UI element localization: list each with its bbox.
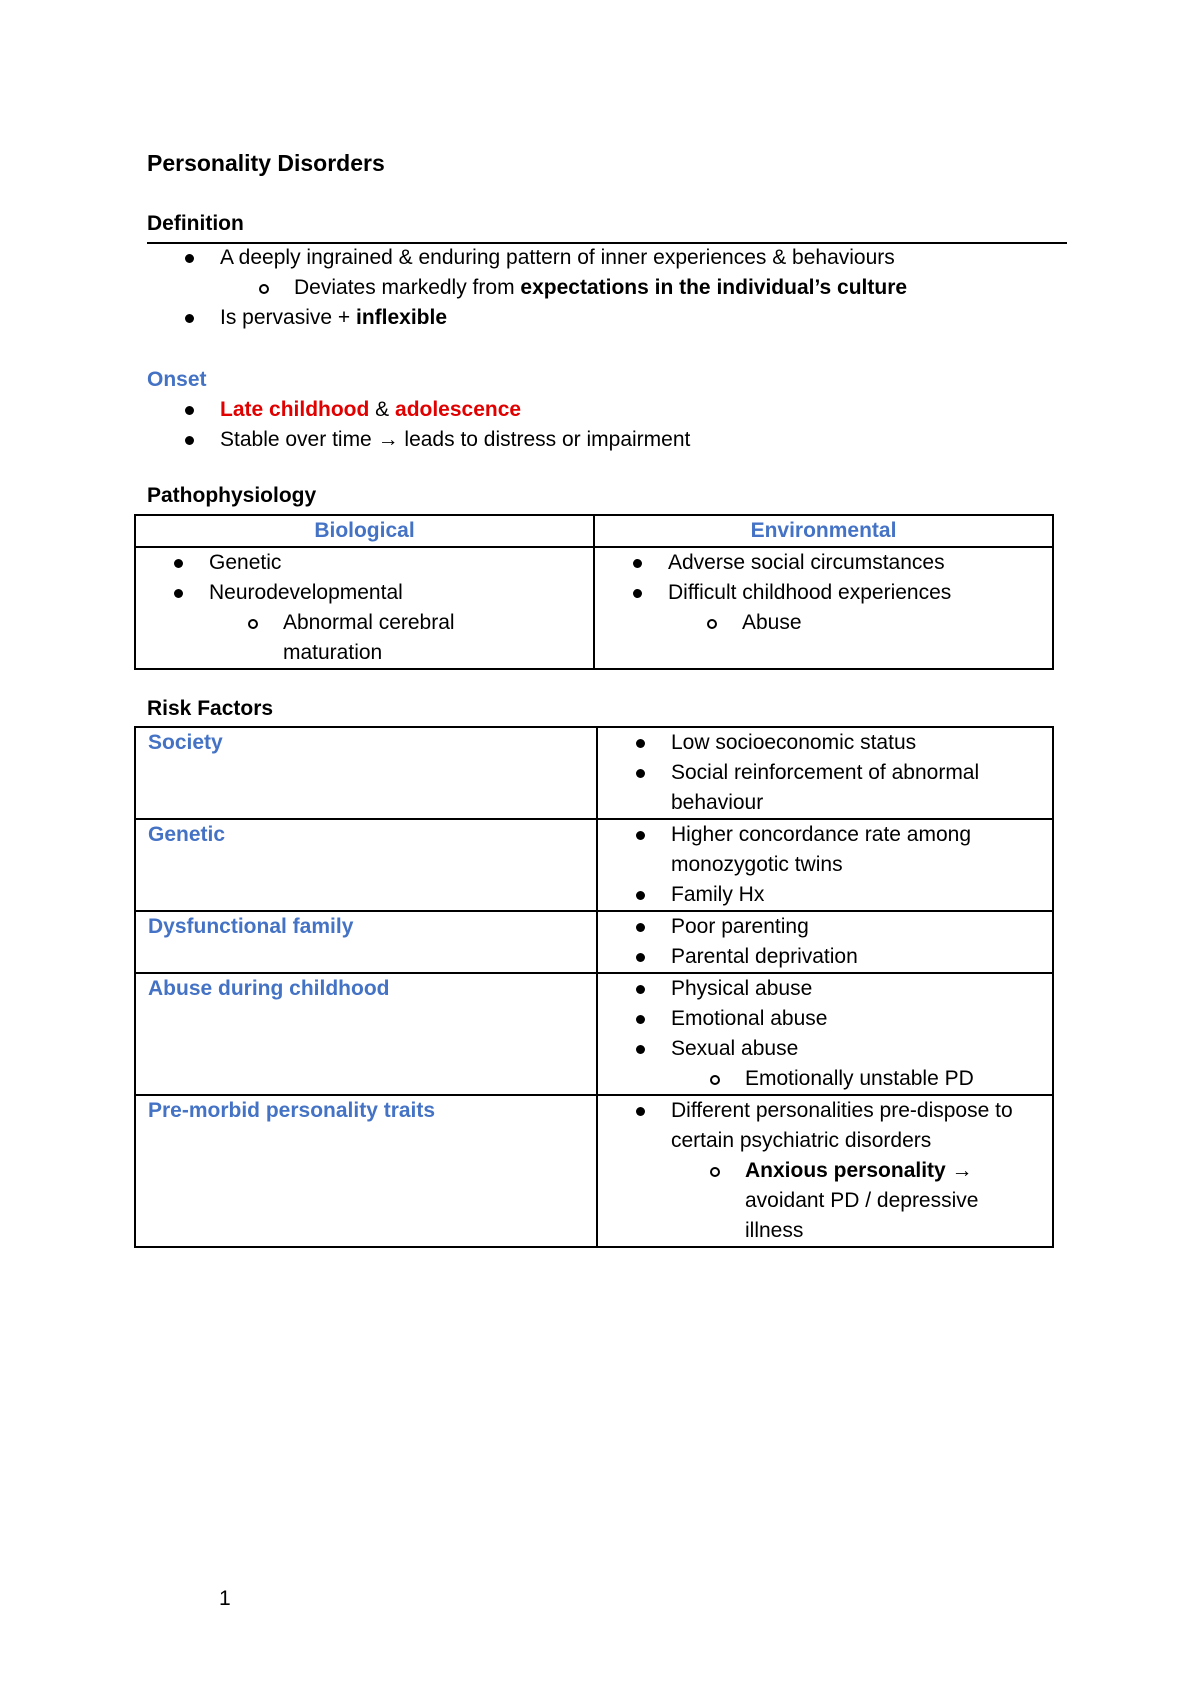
highlight-text: Late childhood (220, 398, 370, 421)
risk-detail-list (598, 912, 1052, 972)
table-row (135, 1095, 1053, 1247)
list-item (147, 395, 1067, 425)
risk-label-society: Society (135, 727, 597, 819)
list-item (147, 425, 1067, 455)
page-title: Personality Disorders (147, 150, 385, 176)
list-item: Emotionally unstable PD (598, 1064, 1052, 1094)
list-item: Social reinforcement of abnormal behaviour (598, 758, 1052, 818)
list-item (147, 273, 1067, 303)
biological-cell (135, 547, 594, 669)
list-item-text: Stable over time (220, 428, 378, 451)
list-item: Adverse social circumstances (595, 548, 1052, 578)
table-row (135, 727, 1053, 819)
table-header-biological: Biological (135, 515, 594, 547)
risk-factors-table (134, 726, 1054, 1248)
risk-detail-list (598, 820, 1052, 910)
pathophysiology-table (134, 514, 1054, 670)
onset-list (147, 395, 1067, 455)
list-item-text: leads to distress or impairment (398, 428, 691, 451)
emphasis-text: Anxious personality → (745, 1159, 973, 1182)
list-item: Abnormal cerebral maturation (136, 608, 593, 668)
emphasis-text: expectations in the individual’s culture (520, 276, 908, 299)
list-item-text: A deeply ingrained & enduring pattern of inner experiences & behaviours (220, 246, 895, 269)
risk-detail-cell (597, 973, 1053, 1095)
risk-label-genetic: Genetic (135, 819, 597, 911)
biological-list (136, 548, 593, 668)
emphasis-text: inflexible (355, 306, 448, 329)
risk-label-dysfunctional-family: Dysfunctional family (135, 911, 597, 973)
table-row (135, 973, 1053, 1095)
list-item: Low socioeconomic status (598, 728, 1052, 758)
risk-label-premorbid-traits: Pre-morbid personality traits (135, 1095, 597, 1247)
pathophysiology-heading: Pathophysiology (147, 484, 317, 507)
list-item: Genetic (136, 548, 593, 578)
list-item-text: avoidant PD / depressive illness (745, 1189, 979, 1242)
page-number: 1 (219, 1587, 231, 1610)
list-item: Abuse (595, 608, 1052, 638)
list-item: Different personalities pre-dispose to certain psychiatric disorders (598, 1096, 1052, 1156)
list-item: Sexual abuse (598, 1034, 1052, 1064)
environmental-list (595, 548, 1052, 638)
table-row (135, 819, 1053, 911)
risk-detail-cell (597, 911, 1053, 973)
list-item: Poor parenting (598, 912, 1052, 942)
list-item: Higher concordance rate among monozygotic twins (598, 820, 1052, 880)
risk-detail-list (598, 728, 1052, 818)
list-item-text: & (369, 398, 396, 421)
risk-detail-cell (597, 727, 1053, 819)
risk-detail-cell (597, 1095, 1053, 1247)
highlight-text: adolescence (395, 398, 522, 421)
list-item: Emotional abuse (598, 1004, 1052, 1034)
arrow-icon: → (377, 428, 399, 451)
onset-heading: Onset (147, 368, 207, 391)
list-item: Parental deprivation (598, 942, 1052, 972)
environmental-cell (594, 547, 1053, 669)
table-header-environmental: Environmental (594, 515, 1053, 547)
table-row (135, 547, 1053, 669)
list-item: Physical abuse (598, 974, 1052, 1004)
list-item-text: Is pervasive + (220, 306, 356, 329)
risk-factors-heading: Risk Factors (147, 697, 274, 720)
definition-list (147, 243, 1067, 333)
list-item-text: Deviates markedly from (294, 276, 521, 299)
table-row (135, 911, 1053, 973)
definition-heading: Definition (147, 212, 244, 235)
risk-detail-cell (597, 819, 1053, 911)
risk-detail-list (598, 1096, 1052, 1246)
list-item (598, 1156, 1052, 1246)
list-item: Neurodevelopmental (136, 578, 593, 608)
list-item: Family Hx (598, 880, 1052, 910)
list-item (147, 243, 1067, 273)
list-item: Difficult childhood experiences (595, 578, 1052, 608)
list-item (147, 303, 1067, 333)
risk-label-abuse-childhood: Abuse during childhood (135, 973, 597, 1095)
table-header-row (135, 515, 1053, 547)
risk-detail-list (598, 974, 1052, 1094)
